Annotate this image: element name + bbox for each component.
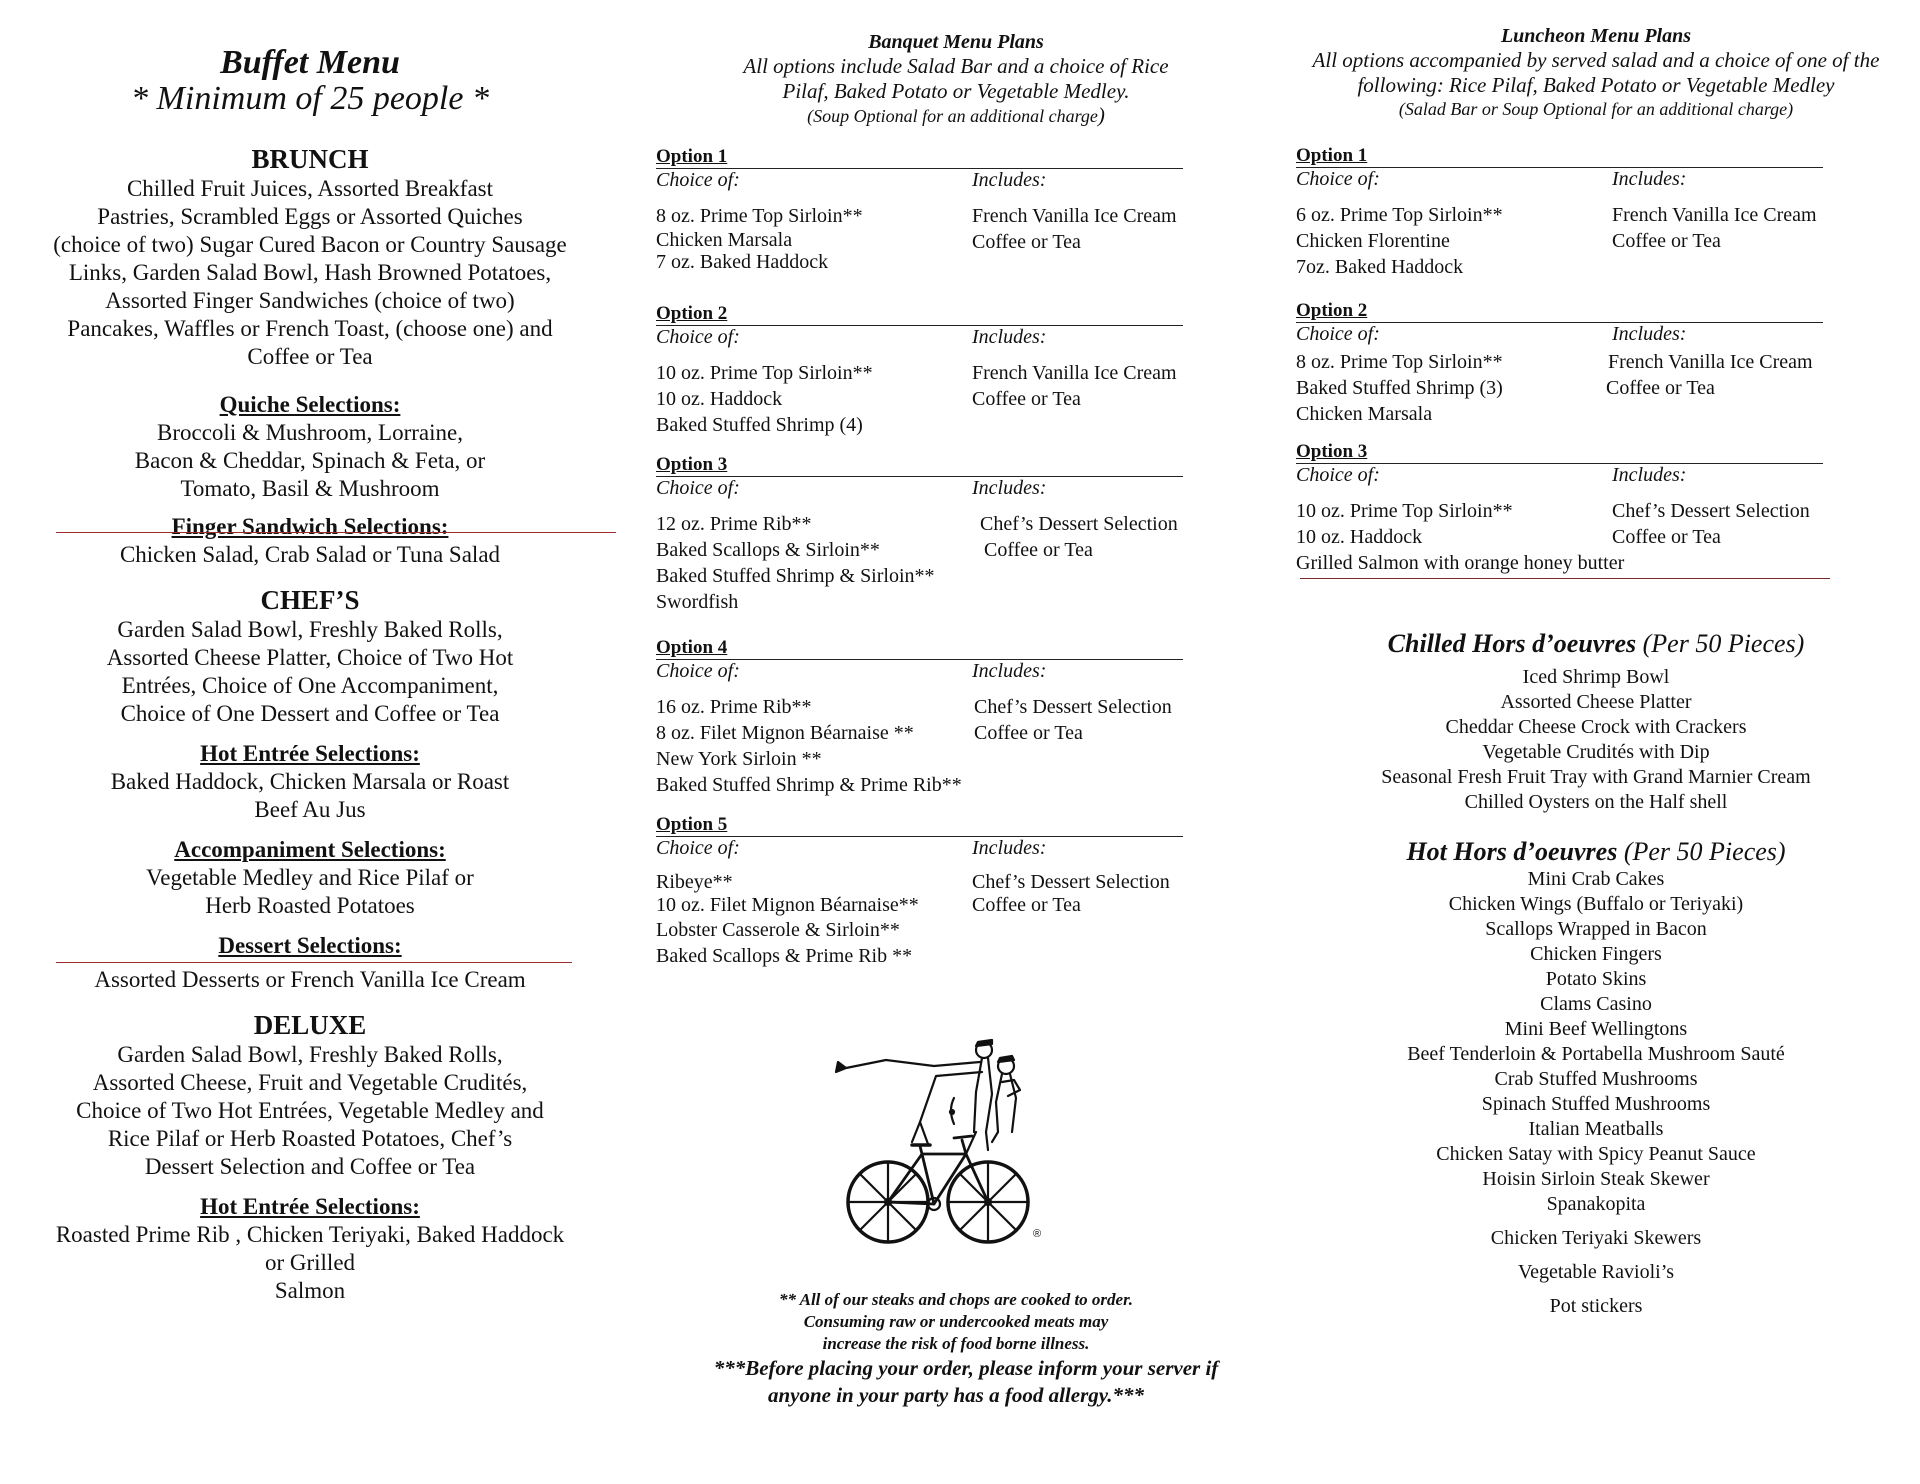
choice-list: [1296, 202, 1503, 280]
brunch-heading: BRUNCH: [251, 144, 369, 174]
quiche-line: Broccoli & Mushroom, Lorraine,: [157, 420, 463, 445]
choice-label: Choice of:: [1296, 464, 1380, 486]
choice-item: 10 oz. Filet Mignon Béarnaise**: [656, 894, 919, 916]
dessert-line: Assorted Desserts or French Vanilla Ice Cream: [94, 967, 526, 992]
includes-label: Includes:: [1612, 323, 1687, 345]
choice-item: Chicken Florentine: [1296, 230, 1450, 252]
chefs-description: [30, 616, 590, 728]
disclaimer: [656, 1289, 1256, 1409]
includes-label: Includes:: [1612, 464, 1687, 486]
hot-hors-list: [1296, 867, 1896, 1319]
choice-item: Chicken Marsala: [656, 229, 793, 251]
luncheon-title: Luncheon Menu Plans: [1500, 25, 1692, 47]
option-labels: [656, 169, 1256, 195]
finger-sandwich-heading: Finger Sandwich Selections:: [171, 514, 449, 539]
includes-item: Coffee or Tea: [1612, 230, 1721, 252]
choice-item: Chicken Marsala: [1296, 403, 1433, 425]
option-heading: Option 3: [1296, 441, 1823, 464]
banquet-option-5: [656, 814, 1256, 971]
banquet-option-3: [656, 454, 1256, 615]
deluxe-line: Dessert Selection and Coffee or Tea: [144, 1154, 476, 1179]
option-heading: Option 3: [656, 454, 1183, 477]
includes-item: French Vanilla Ice Cream: [1612, 204, 1817, 226]
registered-mark: ®: [1033, 1228, 1042, 1240]
hot-hors-section: [1296, 837, 1896, 1319]
includes-list: [974, 694, 1172, 746]
choice-item: 8 oz. Prime Top Sirloin**: [656, 205, 863, 227]
option-heading: Option 2: [1296, 300, 1823, 323]
choice-item: 8 oz. Filet Mignon Béarnaise **: [656, 722, 914, 744]
buffet-title: Buffet Menu: [220, 44, 400, 81]
banquet-desc-line: Pilaf, Baked Potato or Vegetable Medley.: [782, 79, 1130, 103]
list-item: Chicken Fingers: [1530, 943, 1662, 965]
choice-item: Baked Scallops & Sirloin**: [656, 539, 880, 561]
includes-label: Includes:: [972, 169, 1047, 191]
choice-item: Baked Stuffed Shrimp (4): [656, 414, 863, 436]
disclaimer-line: ** All of our steaks and chops are cooked to order.: [778, 1290, 1134, 1309]
includes-list: [972, 360, 1177, 412]
quiche-list: [30, 419, 590, 503]
includes-label: Includes:: [972, 477, 1047, 499]
brunch-line: Pastries, Scrambled Eggs or Assorted Quiches: [97, 204, 523, 229]
chefs-heading: CHEF’S: [260, 585, 360, 615]
list-item: Mini Beef Wellingtons: [1504, 1018, 1688, 1040]
brunch-line: Pancakes, Waffles or French Toast, (choose one) and: [67, 316, 553, 341]
quiche-line: Tomato, Basil & Mushroom: [180, 476, 440, 501]
choice-label: Choice of:: [656, 477, 740, 499]
dessert-heading: Dessert Selections:: [218, 933, 402, 958]
choice-item: Baked Stuffed Shrimp & Sirloin**: [656, 565, 935, 587]
includes-item: Chef’s Dessert Selection: [980, 513, 1178, 535]
deluxe-hot-entree-line: Salmon: [274, 1278, 346, 1303]
includes-item: Chef’s Dessert Selection: [974, 696, 1172, 718]
includes-list: [1608, 349, 1813, 401]
banquet-description: [656, 54, 1256, 104]
choice-item: 8 oz. Prime Top Sirloin**: [1296, 351, 1503, 373]
list-item: Chilled Oysters on the Half shell: [1464, 791, 1728, 813]
includes-item: French Vanilla Ice Cream: [1608, 351, 1813, 373]
choice-item: Lobster Casserole & Sirloin**: [656, 919, 900, 941]
choice-item: 6 oz. Prime Top Sirloin**: [1296, 204, 1503, 226]
option-heading: Option 4: [656, 637, 1183, 660]
chefs-line: Garden Salad Bowl, Freshly Baked Rolls,: [117, 617, 503, 642]
choice-item: 10 oz. Prime Top Sirloin**: [656, 362, 873, 384]
finger-sandwich-line: Chicken Salad, Crab Salad or Tuna Salad: [119, 542, 501, 567]
luncheon-option-1: [1296, 145, 1896, 280]
choice-list: [656, 871, 919, 969]
choice-item: Swordfish: [656, 591, 739, 613]
choice-item: Baked Stuffed Shrimp (3): [1296, 377, 1503, 399]
deluxe-description: [30, 1041, 590, 1181]
option-heading: Option 2: [656, 303, 1183, 326]
chefs-line: Entrées, Choice of One Accompaniment,: [121, 673, 499, 698]
disclaimer-line: increase the risk of food borne illness.: [822, 1334, 1090, 1353]
deluxe-line: Rice Pilaf or Herb Roasted Potatoes, Chef’s: [107, 1126, 513, 1151]
choice-item: New York Sirloin **: [656, 748, 822, 770]
includes-item: Coffee or Tea: [972, 388, 1081, 410]
accompaniment-line: Herb Roasted Potatoes: [205, 893, 415, 918]
choice-item: Baked Scallops & Prime Rib **: [656, 945, 913, 967]
deluxe-heading: DELUXE: [253, 1010, 367, 1040]
includes-label: Includes:: [972, 837, 1047, 859]
choice-item: 7 oz. Baked Haddock: [656, 251, 829, 273]
chilled-hors-name: Chilled Hors d’oeuvres: [1387, 629, 1637, 658]
buffet-column: [30, 0, 590, 1305]
luncheon-option-2: [1296, 300, 1896, 427]
list-item: Iced Shrimp Bowl: [1522, 666, 1670, 688]
bicycle-riders-logo: [816, 1032, 1046, 1262]
luncheon-desc-line: All options accompanied by served salad and a choice of one of the: [1312, 48, 1880, 72]
banquet-option-1: [656, 146, 1256, 281]
choice-label: Choice of:: [656, 169, 740, 191]
chefs-line: Choice of One Dessert and Coffee or Tea: [120, 701, 500, 726]
option-labels: [1296, 464, 1896, 490]
option-labels: [656, 660, 1256, 686]
red-divider: [56, 962, 572, 963]
allergy-notice-line: anyone in your party has a food allergy.***: [767, 1383, 1145, 1407]
luncheon-desc-line: following: Rice Pilaf, Baked Potato or Vegetable Medley: [1357, 73, 1835, 97]
chilled-hors-section: [1296, 629, 1896, 815]
choice-item: 7oz. Baked Haddock: [1296, 256, 1464, 278]
brunch-line: Assorted Finger Sandwiches (choice of two): [105, 288, 515, 313]
luncheon-note: (Salad Bar or Soup Optional for an additional charge): [1398, 99, 1794, 119]
option-heading: Option 1: [656, 146, 1183, 169]
includes-label: Includes:: [972, 660, 1047, 682]
hot-hors-title: [1296, 837, 1896, 867]
buffet-subtitle: * Minimum of 25 people *: [131, 80, 489, 117]
red-divider: [1300, 578, 1830, 579]
list-item: Crab Stuffed Mushrooms: [1494, 1068, 1698, 1090]
chefs-hot-entree-line: Baked Haddock, Chicken Marsala or Roast: [110, 769, 510, 794]
choice-label: Choice of:: [656, 660, 740, 682]
list-item: Assorted Cheese Platter: [1500, 691, 1692, 713]
chefs-hot-entree-list: [30, 768, 590, 824]
choice-label: Choice of:: [1296, 168, 1380, 190]
includes-item: Coffee or Tea: [972, 231, 1081, 253]
list-item: Pot stickers: [1549, 1295, 1643, 1317]
includes-label: Includes:: [972, 326, 1047, 348]
accompaniment-heading: Accompaniment Selections:: [174, 837, 446, 862]
list-item: Chicken Teriyaki Skewers: [1490, 1227, 1702, 1249]
luncheon-column: [1296, 0, 1896, 1319]
bicycle-riders-logo-art: [816, 1032, 1046, 1262]
banquet-note-text: (Soup Optional for an additional charge: [807, 106, 1098, 126]
includes-list: [980, 511, 1178, 563]
includes-item: Coffee or Tea: [1606, 377, 1715, 399]
includes-item: Coffee or Tea: [974, 722, 1083, 744]
chefs-hot-entree-line: Beef Au Jus: [254, 797, 366, 822]
choice-item: 12 oz. Prime Rib**: [656, 513, 812, 535]
includes-item: French Vanilla Ice Cream: [972, 205, 1177, 227]
list-item: Clams Casino: [1540, 993, 1652, 1015]
choice-item: 10 oz. Prime Top Sirloin**: [1296, 500, 1513, 522]
choice-list: [656, 511, 935, 615]
choice-label: Choice of:: [656, 837, 740, 859]
includes-item: Chef’s Dessert Selection: [1612, 500, 1810, 522]
choice-item: 10 oz. Haddock: [1296, 526, 1423, 548]
includes-item: Chef’s Dessert Selection: [972, 871, 1170, 893]
banquet-option-2: [656, 303, 1256, 438]
list-item: Cheddar Cheese Crock with Crackers: [1445, 716, 1747, 738]
option-labels: [1296, 323, 1896, 349]
includes-item: French Vanilla Ice Cream: [972, 362, 1177, 384]
list-item: Mini Crab Cakes: [1527, 868, 1665, 890]
deluxe-hot-entree-list: [30, 1221, 590, 1305]
option-labels: [656, 326, 1256, 352]
choice-list: [1296, 349, 1503, 427]
choice-list: [656, 694, 962, 798]
includes-label: Includes:: [1612, 168, 1687, 190]
list-item: Spanakopita: [1546, 1193, 1646, 1215]
deluxe-line: Assorted Cheese, Fruit and Vegetable Crudités,: [92, 1070, 528, 1095]
choice-item: Ribeye**: [656, 871, 733, 893]
includes-item: Coffee or Tea: [984, 539, 1093, 561]
luncheon-option-3: [1296, 441, 1896, 579]
deluxe-line: Choice of Two Hot Entrées, Vegetable Medley and: [76, 1098, 544, 1123]
chilled-hors-qty: (Per 50 Pieces): [1636, 629, 1805, 658]
luncheon-description: [1296, 48, 1896, 98]
deluxe-line: Garden Salad Bowl, Freshly Baked Rolls,: [117, 1042, 503, 1067]
list-item: Scallops Wrapped in Bacon: [1485, 918, 1707, 940]
brunch-line: Coffee or Tea: [247, 344, 373, 369]
list-item: Italian Meatballs: [1528, 1118, 1664, 1140]
hot-hors-qty: (Per 50 Pieces): [1617, 837, 1786, 866]
option-labels: [656, 837, 1256, 863]
disclaimer-line: Consuming raw or undercooked meats may: [803, 1312, 1109, 1331]
brunch-line: Links, Garden Salad Bowl, Hash Browned Potatoes,: [68, 260, 552, 285]
choice-label: Choice of:: [1296, 323, 1380, 345]
choice-item: 10 oz. Haddock: [656, 388, 783, 410]
option-labels: [656, 477, 1256, 503]
list-item: Seasonal Fresh Fruit Tray with Grand Marnier Cream: [1381, 766, 1811, 788]
includes-item: Coffee or Tea: [972, 894, 1081, 916]
quiche-line: Bacon & Cheddar, Spinach & Feta, or: [134, 448, 486, 473]
includes-item: Coffee or Tea: [1612, 526, 1721, 548]
includes-list: [1612, 202, 1817, 254]
deluxe-hot-entree-line: Roasted Prime Rib , Chicken Teriyaki, Baked Haddock: [55, 1222, 565, 1247]
option-labels: [1296, 168, 1896, 194]
list-item: Chicken Wings (Buffalo or Teriyaki): [1448, 893, 1744, 915]
includes-list: [972, 871, 1170, 917]
banquet-column: [656, 0, 1256, 1407]
choice-item: Grilled Salmon with orange honey butter: [1296, 552, 1625, 574]
option-heading: Option 1: [1296, 145, 1823, 168]
banquet-title: Banquet Menu Plans: [868, 31, 1044, 53]
choice-list: [656, 360, 873, 438]
list-item: Vegetable Crudités with Dip: [1482, 741, 1710, 763]
choice-item: Baked Stuffed Shrimp & Prime Rib**: [656, 774, 962, 796]
hot-hors-name: Hot Hors d’oeuvres: [1406, 837, 1618, 866]
accompaniment-list: [30, 864, 590, 920]
list-item: Vegetable Ravioli’s: [1517, 1261, 1675, 1283]
list-item: Hoisin Sirloin Steak Skewer: [1482, 1168, 1710, 1190]
list-item: Beef Tenderloin & Portabella Mushroom Sauté: [1407, 1043, 1785, 1065]
deluxe-hot-entree-line: or Grilled: [264, 1250, 356, 1275]
chilled-hors-list: [1296, 665, 1896, 815]
deluxe-hot-entree-heading: Hot Entrée Selections:: [200, 1194, 420, 1219]
banquet-note: [656, 104, 1256, 128]
chefs-line: Assorted Cheese Platter, Choice of Two Hot: [106, 645, 514, 670]
quiche-heading: Quiche Selections:: [219, 392, 401, 417]
list-item: Potato Skins: [1545, 968, 1647, 990]
banquet-note-close: ): [1097, 103, 1105, 127]
includes-list: [972, 203, 1177, 255]
banquet-desc-line: All options include Salad Bar and a choice of Rice: [743, 54, 1169, 78]
brunch-description: [30, 175, 590, 371]
brunch-line: (choice of two) Sugar Cured Bacon or Country Sausage: [53, 232, 567, 257]
allergy-notice-line: ***Before placing your order, please inform your server if: [713, 1356, 1219, 1380]
option-heading: Option 5: [656, 814, 1183, 837]
includes-list: [1612, 498, 1810, 550]
choice-list: [1296, 498, 1624, 576]
list-item: Spinach Stuffed Mushrooms: [1481, 1093, 1711, 1115]
red-divider: [56, 532, 616, 533]
brunch-line: Chilled Fruit Juices, Assorted Breakfast: [126, 176, 494, 201]
list-item: Chicken Satay with Spicy Peanut Sauce: [1436, 1143, 1756, 1165]
choice-label: Choice of:: [656, 326, 740, 348]
choice-list: [656, 203, 863, 273]
choice-item: 16 oz. Prime Rib**: [656, 696, 812, 718]
banquet-option-4: [656, 637, 1256, 798]
accompaniment-line: Vegetable Medley and Rice Pilaf or: [146, 865, 474, 890]
chilled-hors-title: [1296, 629, 1896, 659]
chefs-hot-entree-heading: Hot Entrée Selections:: [200, 741, 420, 766]
